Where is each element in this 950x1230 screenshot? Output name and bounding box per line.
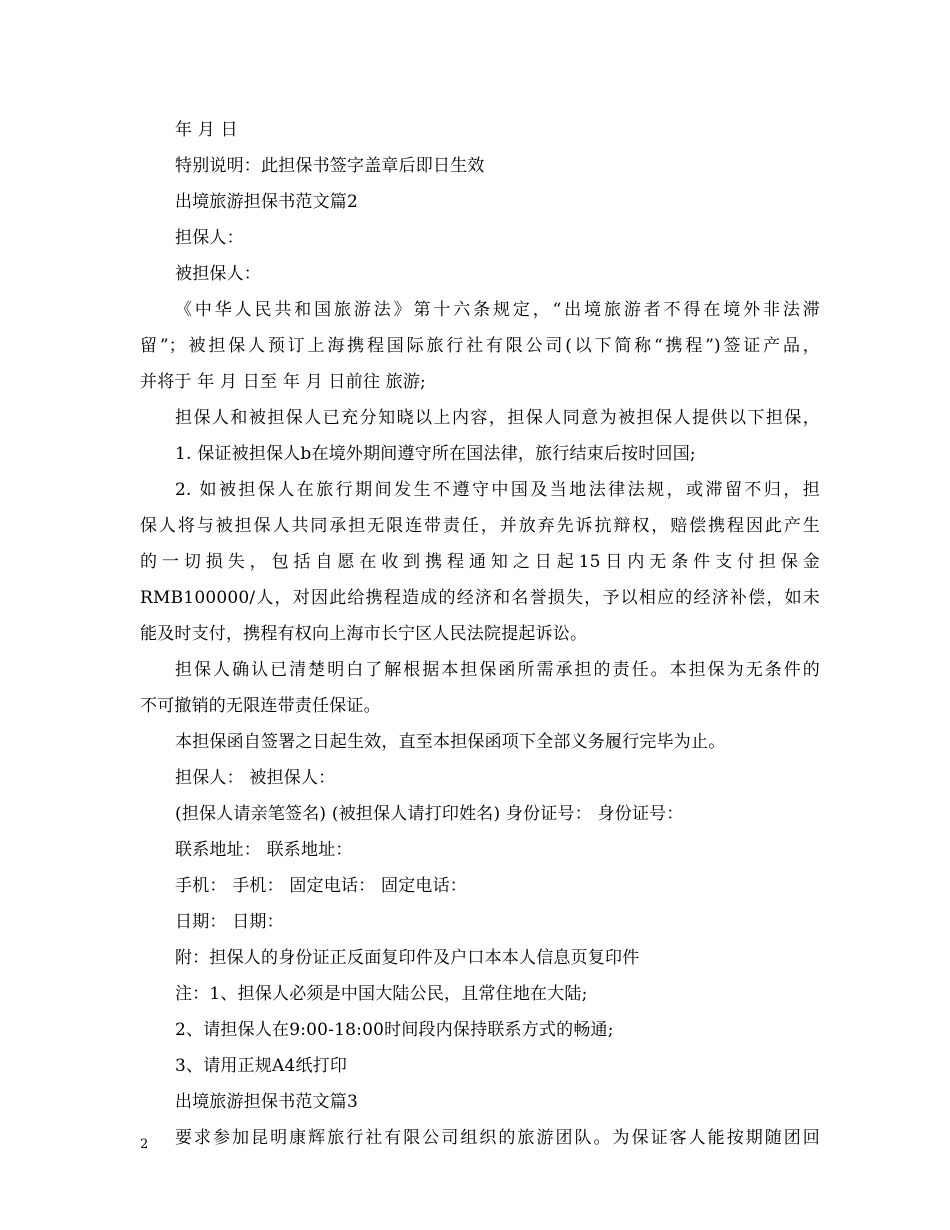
guaranteed-label: 被担保人： [175,264,261,284]
paragraph-line: 本担保函自签署之日起生效，直至本担保函项下全部义务履行完毕为止。 [175,732,726,752]
paragraph-line: 担保人和被担保人已充分知晓以上内容，担保人同意为被担保人提供以下担保， [175,408,820,428]
paragraph-line: 能及时支付，携程有权向上海市长宁区人民法院提起诉讼。 [140,624,588,644]
paragraph-line: 留”；被担保人预订上海携程国际旅行社有限公司(以下简称“携程”)签证产品， [140,336,820,356]
paragraph-line: 《中华人民共和国旅游法》第十六条规定，“出境旅游者不得在境外非法滞 [175,300,820,320]
section-heading-2: 出境旅游担保书范文篇2 [175,192,359,212]
date-line: 年 月 日 [175,120,238,140]
address-labels: 联系地址： 联系地址： [175,840,353,860]
signature-labels: 担保人： 被担保人： [175,768,336,788]
date-labels: 日期： 日期： [175,912,284,932]
page-number: 2 [140,1137,149,1152]
paragraph-line: RMB100000/人，对因此给携程造成的经济和名誉损失，予以相应的经济补偿，如未 [140,588,820,608]
paragraph-line: 的一切损失，包括自愿在收到携程通知之日起15日内无条件支付担保金 [140,552,820,572]
note-2: 2、请担保人在9:00-18:00时间段内保持联系方式的畅通; [175,1020,614,1040]
phone-labels: 手机： 手机： 固定电话： 固定电话： [175,876,468,896]
clause-1: 1. 保证被担保人b在境外期间遵守所在国法律，旅行结束后按时回国; [175,444,696,464]
paragraph-line: 保人将与被担保人共同承担无限连带责任，并放弃先诉抗辩权，赔偿携程因此产生 [140,516,820,536]
signature-instructions: (担保人请亲笔签名) (被担保人请打印姓名) 身份证号： 身份证号： [175,804,684,824]
section-heading-3: 出境旅游担保书范文篇3 [175,1092,359,1112]
paragraph-line: 并将于 年 月 日至 年 月 日前往 旅游; [140,372,426,392]
clause-2: 2. 如被担保人在旅行期间发生不遵守中国及当地法律法规，或滞留不归，担 [175,480,820,500]
paragraph-line: 不可撤销的无限连带责任保证。 [140,696,381,716]
attachment-note: 附：担保人的身份证正反面复印件及户口本本人信息页复印件 [175,948,640,968]
guarantor-label: 担保人： [175,228,244,248]
note-1: 注：1、担保人必须是中国大陆公民，且常住地在大陆; [175,984,588,1004]
paragraph-line: 担保人确认已清楚明白了解根据本担保函所需承担的责任。本担保为无条件的 [175,660,820,680]
paragraph-line: 要求参加昆明康辉旅行社有限公司组织的旅游团队。为保证客人能按期随团回 [175,1128,820,1148]
special-note: 特别说明：此担保书签字盖章后即日生效 [175,156,485,176]
note-3: 3、请用正规A4纸打印 [175,1056,348,1076]
